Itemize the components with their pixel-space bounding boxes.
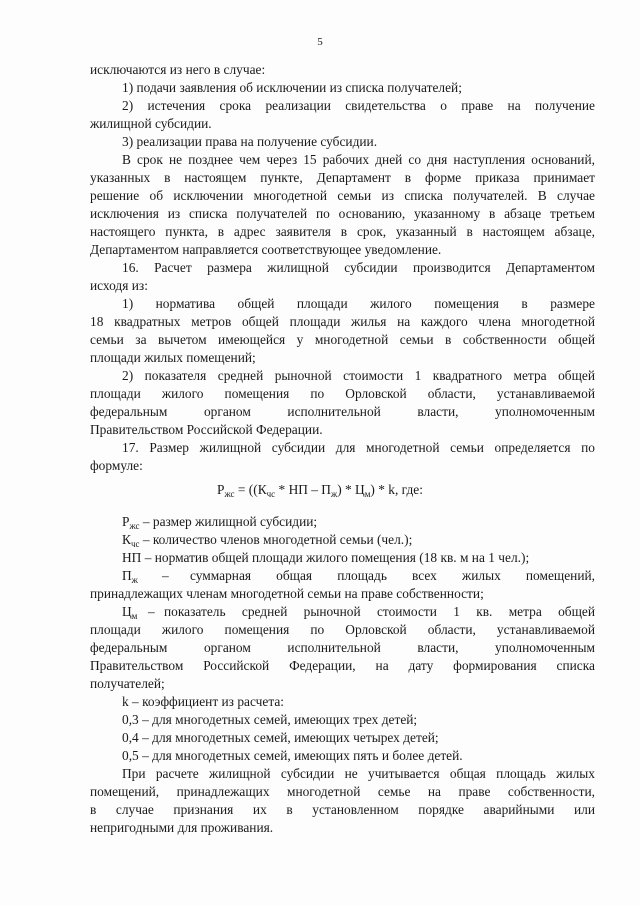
definition-line: принадлежащих членам многодетной семьи на праве собственности; <box>90 586 484 601</box>
list-item: 3) реализации права на получение субсидии. <box>122 134 378 149</box>
coefficient-item: 0,5 – для многодетных семей, имеющих пять и более детей. <box>122 748 463 763</box>
coefficient-item: 0,3 – для многодетных семей, имеющих трех детей; <box>122 712 418 727</box>
definition-line: площади жилого помещения по Орловской области, устанавливаемой <box>90 622 595 637</box>
section-17-line: 17. Размер жилищной субсидии для многодетной семьи определяется по <box>122 440 595 455</box>
paragraph-line: площади жилого помещения по Орловской области, устанавливаемой <box>90 386 595 401</box>
text-line: исключаются из него в случае: <box>90 62 266 77</box>
paragraph-line: семьи за вычетом имеющейся у многодетной семьи в собственности общей <box>90 332 595 347</box>
list-item: 2) истечения срока реализации свидетельства о праве на получение <box>122 98 595 113</box>
list-item: 1) норматива общей площади жилого помещения в размере <box>122 296 595 311</box>
paragraph-line: формуле: <box>90 458 143 473</box>
paragraph-line: В срок не позднее чем через 15 рабочих дней со дня наступления оснований, <box>122 152 595 167</box>
definition-r: $Р_{жс}$ – размер жилищной субсидии; <box>122 514 318 531</box>
list-item: 2) показателя средней рыночной стоимости 1 квадратного метра общей <box>122 368 595 383</box>
page-number: 5 <box>317 36 323 48</box>
text-line: жилищной субсидии. <box>90 116 212 131</box>
subsidy-formula: $Р_{жс} = ((К_{чс}$ * НП – $П_ж) * Ц_м$) * k, где: <box>217 482 423 499</box>
paragraph-line: исходя из: <box>90 278 148 293</box>
paragraph-line: Правительством Российской Федерации. <box>90 422 323 437</box>
paragraph-line: Департаментом направляется соответствующее уведомление. <box>90 242 442 257</box>
document-page: 5 исключаются из него в случае: 1) подачи заявления об исключении из списка получателей; 2) истечения срока реализации свидетельства о праве на получение жилищной субсидии. 3) реализации права на получение субсидии. В срок не позднее чем через 15 рабочих дней со дня наступления оснований, указанных в настоящем пункте, Департамент в форме приказа принимает решение об исключении многодетной семьи из списка получателей. В случае исключения из списка получателей по основанию, указанному в абзаце третьем настоящего пункта, в адрес заявителя в срок, указанный в настоящем абзаце, Департаментом направляется соответствующее уведомление. 16. Расчет размера жилищной субсидии производится Департаментом исходя из: 1) норматива общей площади жилого помещения в размере 18 квадратных метров общей площади жилья на каждого члена многодетной семьи за вычетом имеющейся у многодетной семьи в собственности общей площади жилых помещений; 2) показателя средней рыночной стоимости 1 квадратного метра общей площади жилого помещения по Орловской области, устанавливаемой федеральным органом исполнительной власти, уполномоченным Правительством Российской Федерации. 17. Размер жилищной субсидии для многодетной семьи определяется по формуле: $Р_{жс} = ((К_{чс}$ * НП – $П_ж) * Ц_м$) * k, где: $Р_{жс}$ – размер жилищной субсидии; $К_{чс}$ – количество членов многодетной семьи (чел.); НП – норматив общей площади жилого помещения (18 кв. м на 1 чел.); $П_ж$ – суммарная общая площадь всех жилых помещений, принадлежащих членам многодетной семьи на праве собственности; $Ц_м$ – показатель средней рыночной стоимости 1 кв. метра общей площади жилого помещения по Орловской области, устанавливаемой федеральным органом исполнительной власти, уполномоченным Правительством Российской Федерации, на дату формирования списка получателей; k – коэффициент из расчета: 0,3 – для многодетных семей, имеющих трех детей; 0,4 – для многодетных семей, имеющих четырех детей; 0,5 – для многодетных семей, имеющих пять и более детей. При расчете жилищной субсидии не учитывается общая площадь жилых помещений, принадлежащих многодетной семье на праве собственности, в случае признания их в установленном порядке аварийными или непригодными для проживания. <box>0 0 640 905</box>
coefficient-line: k – коэффициент из расчета: <box>122 694 284 709</box>
paragraph-line: 18 квадратных метров общей площади жилья на каждого члена многодетной <box>90 314 595 329</box>
paragraph-line: исключения из списка получателей по основанию, указанному в абзаце третьем <box>90 206 595 221</box>
p-symbol: $П_ж$ <box>122 568 138 585</box>
c-symbol: $Ц_м$ <box>122 604 138 621</box>
paragraph-line: решение об исключении многодетной семьи из списка получателей. В случае <box>90 188 595 203</box>
paragraph-line: При расчете жилищной субсидии не учитывается общая площадь жилых <box>122 766 595 781</box>
section-16-line: 16. Расчет размера жилищной субсидии производится Департаментом <box>122 260 595 275</box>
paragraph-line: указанных в настоящем пункте, Департамент в форме приказа принимает <box>90 170 595 185</box>
paragraph-line: помещений, принадлежащих многодетной семье на праве собственности, <box>90 784 595 799</box>
paragraph-line: в случае признания их в установленном порядке аварийными или <box>90 802 595 817</box>
definition-line: федеральным органом исполнительной власти, уполномоченным <box>90 640 595 655</box>
definition-line: Правительством Российской Федерации, на дату формирования списка <box>90 658 595 673</box>
list-item: 1) подачи заявления об исключении из списка получателей; <box>122 80 462 95</box>
coefficient-item: 0,4 – для многодетных семей, имеющих четырех детей; <box>122 730 439 745</box>
paragraph-line: непригодными для проживания. <box>90 820 274 835</box>
paragraph-line: площади жилых помещений; <box>90 350 256 365</box>
paragraph-line: настоящего пункта, в адрес заявителя в срок, указанный в настоящем абзаце, <box>90 224 595 239</box>
paragraph-line: федеральным органом исполнительной власти, уполномоченным <box>90 404 595 419</box>
definition-k: $К_{чс}$ – количество членов многодетной семьи (чел.); <box>122 532 413 549</box>
definition-np: НП – норматив общей площади жилого помещения (18 кв. м на 1 чел.); <box>122 550 530 565</box>
definition-line: получателей; <box>90 676 165 691</box>
